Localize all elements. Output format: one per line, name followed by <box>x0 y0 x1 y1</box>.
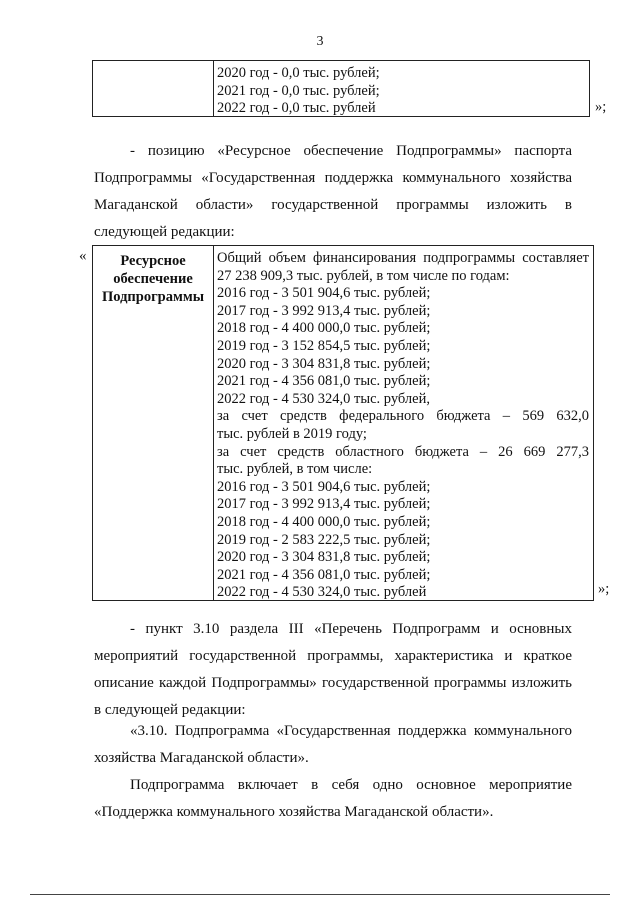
paragraph-line: «3.10. Подпрограмма «Государственная поддержка коммунального <box>130 723 572 739</box>
table-row-content <box>217 250 589 602</box>
content-line: 2019 год - 2 583 222,5 тыс. рублей; <box>217 531 431 548</box>
content-line: 2016 год - 3 501 904,6 тыс. рублей; <box>217 478 431 495</box>
label-line: Ресурсное <box>120 253 186 269</box>
content-line: Общий объем финансирования подпрограммы составляет <box>217 250 589 266</box>
content-line: 2020 год - 3 304 831,8 тыс. рублей; <box>217 549 431 566</box>
content-line: тыс. рублей в 2019 году; <box>217 425 367 442</box>
paragraph-line: мероприятий государственной программы, характеристика и краткое <box>94 648 572 664</box>
table-column-divider <box>213 61 214 116</box>
resource-table <box>92 245 594 601</box>
funding-table-tail <box>92 60 590 117</box>
content-line: 2020 год - 3 304 831,8 тыс. рублей; <box>217 355 431 372</box>
paragraph-line: в следующей редакции: <box>94 702 246 718</box>
table-cell-values <box>217 65 585 118</box>
content-line: 2021 год - 4 356 081,0 тыс. рублей; <box>217 566 431 583</box>
footer-rule <box>30 894 610 895</box>
paragraph-line: Подпрограмма включает в себя одно основное мероприятие <box>130 777 572 793</box>
content-line: 2022 год - 4 530 324,0 тыс. рублей <box>217 584 427 601</box>
table-column-divider <box>213 246 214 600</box>
table-row-label <box>97 252 209 306</box>
closing-quote: »; <box>595 99 607 115</box>
paragraph-line: - позицию «Ресурсное обеспечение Подпрограммы» паспорта <box>130 143 572 159</box>
content-line: 27 238 909,3 тыс. рублей, в том числе по годам: <box>217 267 510 284</box>
table-line: 2022 год - 0,0 тыс. рублей <box>217 100 376 116</box>
content-line: 2016 год - 3 501 904,6 тыс. рублей; <box>217 285 431 302</box>
page-number: 3 <box>316 34 324 49</box>
paragraph-line: описание каждой Подпрограммы» государственной программы изложить <box>94 675 572 691</box>
subprogram-description-paragraph <box>94 772 572 826</box>
opening-quote: « <box>79 248 87 264</box>
label-line: обеспечение <box>113 271 193 287</box>
amendment-paragraph-2 <box>94 616 572 724</box>
section-heading-paragraph <box>94 718 572 772</box>
content-line: 2017 год - 3 992 913,4 тыс. рублей; <box>217 302 431 319</box>
table-line: 2021 год - 0,0 тыс. рублей; <box>217 82 380 99</box>
content-line: тыс. рублей, в том числе: <box>217 461 373 478</box>
paragraph-line: следующей редакции: <box>94 224 235 240</box>
content-line: 2017 год - 3 992 913,4 тыс. рублей; <box>217 496 431 513</box>
content-line: 2019 год - 3 152 854,5 тыс. рублей; <box>217 337 431 354</box>
content-line: 2018 год - 4 400 000,0 тыс. рублей; <box>217 320 431 337</box>
content-line: за счет средств федерального бюджета – 569 632,0 <box>217 408 589 425</box>
content-line: 2021 год - 4 356 081,0 тыс. рублей; <box>217 373 431 390</box>
content-line: 2018 год - 4 400 000,0 тыс. рублей; <box>217 513 431 530</box>
paragraph-line: Подпрограммы «Государственная поддержка коммунального хозяйства <box>94 170 572 186</box>
amendment-paragraph-1 <box>94 138 572 246</box>
paragraph-line: «Поддержка коммунального хозяйства Магаданской области». <box>94 804 494 820</box>
paragraph-line: хозяйства Магаданской области». <box>94 750 309 766</box>
content-line: 2022 год - 4 530 324,0 тыс. рублей, <box>217 390 430 407</box>
paragraph-line: - пункт 3.10 раздела III «Перечень Подпрограмм и основных <box>130 621 572 637</box>
closing-quote: »; <box>598 581 610 597</box>
table-line: 2020 год - 0,0 тыс. рублей; <box>217 65 380 81</box>
paragraph-line: Магаданской области» государственной программы изложить в <box>94 197 572 213</box>
content-line: за счет средств областного бюджета – 26 669 277,3 <box>217 443 589 460</box>
label-line: Подпрограммы <box>101 289 205 305</box>
